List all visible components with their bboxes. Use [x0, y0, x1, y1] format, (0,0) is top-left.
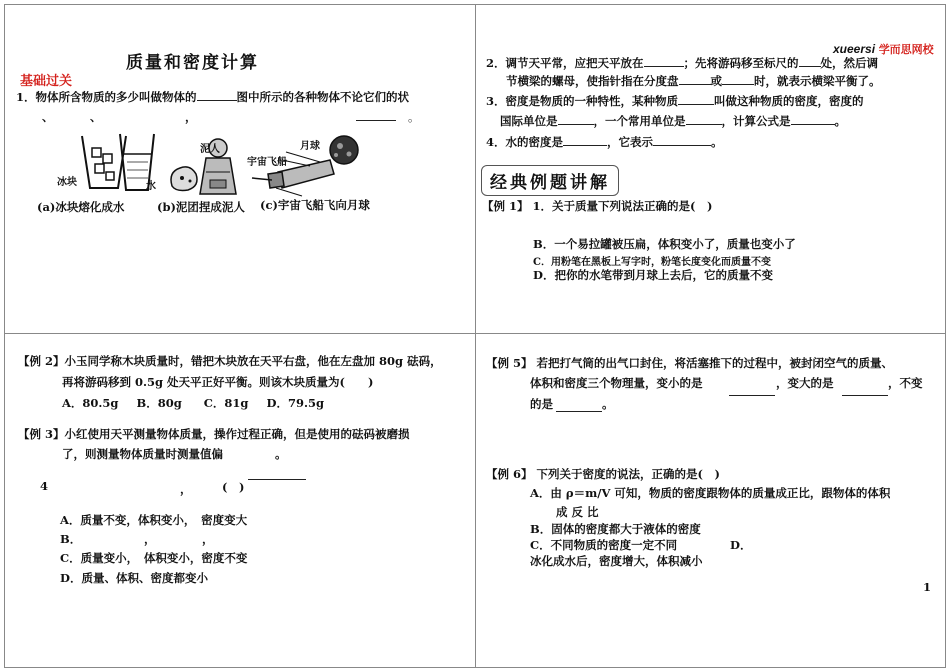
q3-text-c: 国际单位是	[500, 114, 558, 128]
ex4-option-d: D．质量、体积、密度都变小	[60, 571, 208, 585]
q3-text-b: 叫做这种物质的密度，密度的	[714, 94, 864, 108]
q1-end	[356, 109, 420, 125]
ex4-option-b-sep1: ，	[144, 532, 156, 546]
ex1-tag: 【例 1】	[482, 199, 529, 213]
q2-blank-1[interactable]	[644, 56, 684, 67]
horizontal-divider	[4, 333, 946, 334]
ex1-question	[482, 198, 712, 214]
q2-text-f: 时，就表示横梁平衡了。	[754, 74, 881, 88]
q4-line	[486, 134, 723, 150]
q4-text-b: ，它表示	[607, 135, 654, 149]
ice-glass-icon	[82, 136, 126, 188]
ex3-line1	[18, 426, 410, 442]
q2-line2	[506, 73, 881, 89]
q1-blank-2[interactable]	[356, 111, 396, 121]
ex6-question	[486, 466, 720, 482]
ex2-option-d: D．79.5g	[266, 396, 325, 410]
q3-text-f: 。	[834, 114, 846, 128]
q4-text-c: 。	[711, 135, 723, 149]
ex5-line2-b: ，变大的是	[776, 376, 834, 390]
ex2-tag: 【例 2】	[18, 354, 65, 368]
q4-blank-2[interactable]	[653, 135, 711, 146]
q4-blank-1[interactable]	[563, 135, 607, 146]
q3-line2	[500, 113, 846, 129]
q2-line1	[486, 55, 878, 71]
logo-en: xueersi	[833, 42, 876, 56]
ex4-option-b: B．	[60, 532, 82, 546]
ex2-option-a: A．80.5g	[62, 396, 119, 410]
q2-blank-3[interactable]	[679, 74, 711, 85]
ex4-option-c: C．质量变小， 体积变小，密度不变	[60, 551, 248, 565]
moon-icon	[330, 136, 358, 164]
ex5-tag: 【例 5】	[486, 356, 533, 370]
ex2-line1	[18, 353, 442, 369]
ex5-line1	[486, 355, 893, 371]
q4-text-a: 4．水的密度是	[486, 135, 564, 149]
q3-text-d: ，一个常用单位是	[593, 114, 686, 128]
q2-text-b: ；先将游码移至标尺的	[683, 56, 799, 70]
q3-blank-4[interactable]	[791, 114, 835, 125]
ex6-option-c: C．不同物质的密度一定不同	[530, 538, 678, 552]
ex5-blank-3[interactable]	[556, 411, 602, 412]
q1-text-a: 1．物体所含物质的多少叫做物体的	[16, 90, 197, 104]
q3-line1	[486, 93, 864, 109]
ex2-line2: 再将游码移到 0.5g 处天平正好平衡。则该木块质量为( )	[62, 375, 374, 389]
vertical-divider	[475, 4, 476, 668]
logo-cn: 学而思网校	[878, 44, 934, 56]
q1-sep-3: ，	[185, 110, 197, 124]
section-title-examples: 经典例题讲解	[481, 165, 619, 196]
ex6-option-a-1: A．由 ρ＝m/V 可知，物质的密度跟物体的质量成正比，跟物体的体积	[530, 486, 891, 500]
q3-blank-2[interactable]	[558, 114, 594, 125]
page-number: 1	[923, 580, 932, 594]
ex1-option-c: C．用粉笔在黑板上写字时，粉笔长度变化而质量不变	[533, 257, 771, 268]
q3-blank-3[interactable]	[686, 114, 722, 125]
q2-text-d: 节横梁的螺母，使指针指在分度盘	[506, 74, 679, 88]
ex5-blank-2[interactable]	[842, 395, 888, 396]
ex5-line3-a: 的是	[530, 397, 553, 411]
q1-text-b: 图中所示的各种物体不论它们的状	[236, 90, 409, 104]
label-moon: 月球	[300, 141, 320, 152]
q2-blank-2[interactable]	[799, 56, 821, 67]
label-clay: 泥人	[200, 144, 220, 155]
caption-c: (c)宇宙飞船飞向月球	[260, 198, 370, 212]
page-title: 质量和密度计算	[126, 53, 259, 73]
label-spaceship: 宇宙飞船	[247, 157, 287, 168]
ex4-comma: ，	[180, 482, 192, 496]
q2-text-e: 或	[710, 74, 722, 88]
q3-blank-1[interactable]	[678, 94, 714, 105]
ex4-num: 4	[40, 479, 49, 493]
ex2-options	[62, 395, 324, 411]
ex5-blank-1[interactable]	[729, 395, 775, 396]
ex2-text-1: 小玉同学称木块质量时，错把木块放在天平右盘，他在左盘加 80g 砝码，	[64, 354, 442, 368]
clay-lump-icon	[171, 167, 197, 191]
ex6-text: 下列关于密度的说法，正确的是( )	[536, 467, 720, 481]
ex4-option-b-sep2: ，	[202, 532, 214, 546]
ex6-option-d-text: 冰化成水后，密度增大，体积减小	[530, 554, 703, 568]
ex3-text-2: 了，则测量物体质量时测量值偏	[62, 447, 223, 461]
ex3-text-1: 小红使用天平测量物体质量，操作过程正确，但是使用的砝码被磨损	[64, 427, 410, 441]
section-label: 基础过关	[20, 74, 73, 89]
q1-sep-2: 、	[90, 110, 102, 124]
q1-sep-1: 、	[42, 110, 54, 124]
label-ice: 冰块	[57, 177, 77, 188]
ex6-tag: 【例 6】	[486, 467, 533, 481]
q1-period: 。	[408, 110, 420, 124]
ex1-option-b: B．一个易拉罐被压扁，体积变小了，质量也变小了	[533, 237, 796, 251]
ex6-option-d: D．	[730, 538, 752, 552]
ex5-line2-c: ，不变	[888, 376, 923, 390]
ex1-text: 1．关于质量下列说法正确的是( )	[532, 199, 713, 213]
ex5-line3-b: 。	[602, 397, 614, 411]
ex3-line2	[62, 446, 287, 462]
q3-text-e: ，计算公式是	[721, 114, 791, 128]
ex2-option-b: B．80g	[136, 396, 182, 410]
ex4-option-a: A．质量不变，体积变小， 密度变大	[60, 513, 248, 527]
ex5-line2-a: 体积和密度三个物理量，变小的是	[530, 376, 703, 390]
ex4-paren: ( )	[222, 480, 245, 494]
ex6-option-a-2: 成 反 比	[556, 505, 599, 519]
q1-line1	[16, 89, 409, 105]
label-water: 水	[146, 181, 156, 192]
ex6-option-b: B．固体的密度都大于液体的密度	[530, 522, 701, 536]
caption-a: (a)冰块熔化成水	[37, 200, 125, 214]
caption-b: (b)泥团捏成泥人	[157, 200, 245, 214]
ex3-end: 。	[275, 447, 287, 461]
q3-text-a: 3．密度是物质的一种特性，某种物质	[486, 94, 678, 108]
ex1-option-d: D．把你的水笔带到月球上去后，它的质量不变	[533, 268, 773, 282]
ex5-text-1: 若把打气筒的出气口封住，将活塞推下的过程中，被封闭空气的质量、	[536, 356, 894, 370]
q2-text-c: 处，然后调	[820, 56, 879, 70]
q2-text-a: 2．调节天平常，应把天平放在	[486, 56, 644, 70]
q1-blank-1[interactable]	[197, 90, 237, 101]
ex3-tag: 【例 3】	[18, 427, 65, 441]
ex2-option-c: C．81g	[203, 396, 249, 410]
ex4-blank[interactable]	[248, 479, 306, 480]
q2-blank-4[interactable]	[722, 74, 754, 85]
